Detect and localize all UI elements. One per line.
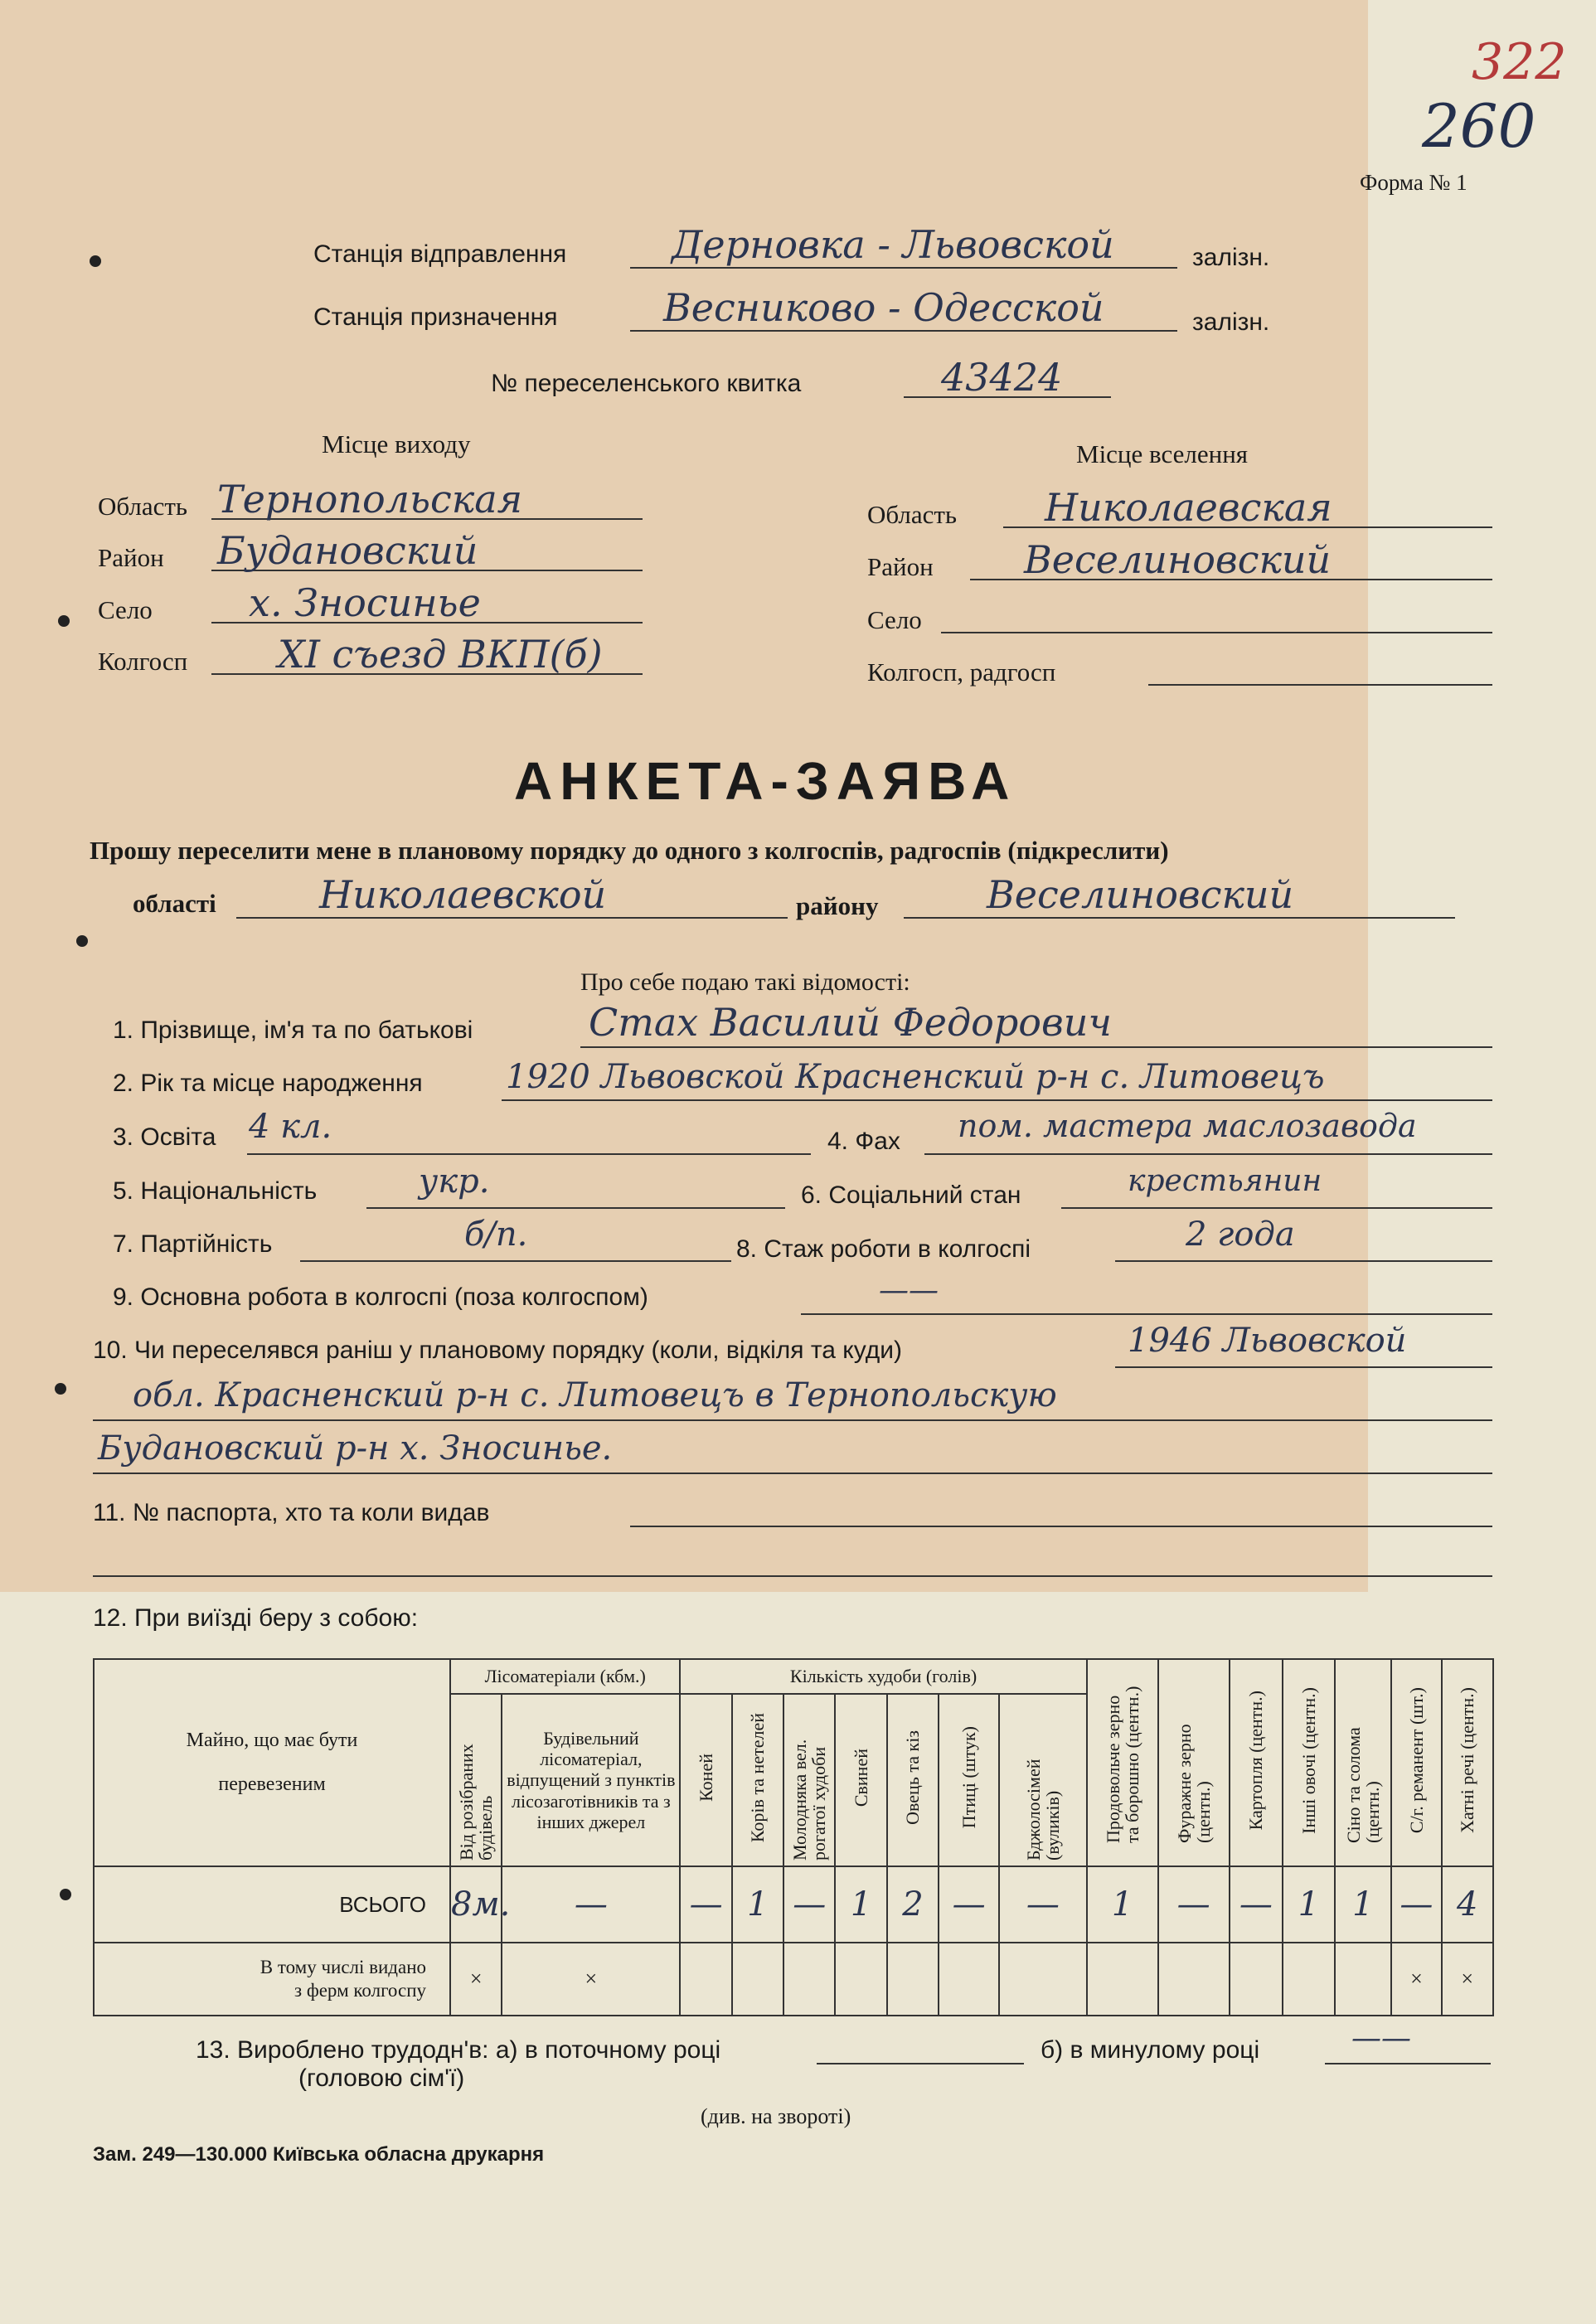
origin-region-label: Область (98, 492, 188, 521)
settlement-region-value: Николаевская (1045, 485, 1332, 530)
settlement-district-value: Веселиновский (1024, 537, 1332, 582)
q8-label: 8. Стаж роботи в колгоспі (736, 1235, 1031, 1263)
see-reverse: (див. на звороті) (701, 2104, 851, 2128)
q7-label: 7. Партійність (113, 1230, 273, 1258)
archive-number: 260 (1422, 91, 1536, 161)
printing-house: Зам. 249—130.000 Київська обласна друкарня (93, 2143, 545, 2166)
settlement-district-label: Район (867, 552, 934, 581)
origin-kolkhoz-label: Колгосп (98, 647, 188, 676)
col-food-grain: Продовольче зерно та борошно (центн.) (1102, 1686, 1142, 1843)
q1-label: 1. Прізвище, ім'я та по батькові (113, 1016, 473, 1044)
origin-village-value: х. Зносинье (249, 580, 481, 625)
table-cell: — (1158, 1866, 1230, 1943)
col-young-cattle: Молодняка вел. рогатої худоби (789, 1739, 830, 1861)
q4-label: 4. Фах (827, 1128, 900, 1155)
punch-hole (55, 1383, 66, 1395)
q13-sublabel: (головою сім'ї) (298, 2064, 465, 2092)
col-pigs: Свиней (851, 1748, 872, 1807)
q2-label: 2. Рік та місце народження (113, 1070, 423, 1097)
table-row-kolkhoz (94, 1943, 1493, 2016)
origin-region-value: Тернопольская (217, 477, 523, 522)
table-cell (1283, 1943, 1334, 2016)
table-cell: — (1391, 1866, 1441, 1943)
q5-label: 5. Національність (113, 1177, 318, 1205)
table-cell (939, 1943, 999, 2016)
col-horses: Коней (696, 1754, 717, 1802)
table-cell (1335, 1943, 1392, 2016)
q3-label: 3. Освіта (113, 1123, 216, 1151)
col-vegetables: Інші овочі (центн.) (1298, 1686, 1319, 1834)
origin-district-value: Будановский (217, 528, 478, 573)
col-building-timber: Будівельний лісоматеріал, відпущений з пунктів лісозаготівників та з інших джерел (502, 1694, 680, 1866)
settlement-region-label: Область (867, 500, 958, 529)
table-cell (1158, 1943, 1230, 2016)
q10-value-line1: 1946 Львовской (1128, 1322, 1407, 1360)
settlement-kolkhoz-label: Колгосп, радгосп (867, 657, 1056, 687)
q6-label: 6. Соціальний стан (801, 1181, 1021, 1209)
col-hay: Сіно та солома (центн.) (1342, 1727, 1383, 1843)
q10-value-line3: Будановский р-н х. Зносинье. (98, 1429, 613, 1468)
origin-heading: Місце виходу (322, 429, 471, 458)
q2-value: 1920 Львовской Красненский р-н с. Литовецъ (506, 1058, 1325, 1096)
table-cell: — (939, 1866, 999, 1943)
table-cell (783, 1943, 835, 2016)
q13-previous-label: б) в минулому році (1041, 2036, 1260, 2064)
table-cell: 1 (835, 1866, 886, 1943)
request-text: Прошу переселити мене в плановому порядку до одного з колгоспів, радгоспів (підкреслити) (90, 836, 1169, 865)
col-dismantled: Від розібраних будівель (456, 1744, 497, 1861)
ticket-number-value: 43424 (941, 355, 1063, 400)
departure-station-label: Станція відправлення (313, 240, 567, 268)
q6-value: крестьянин (1128, 1164, 1322, 1198)
table-cell (680, 1943, 731, 2016)
table-cell: 8м. (450, 1866, 502, 1943)
table-cell (835, 1943, 886, 2016)
col-household: Хатні речі (центн.) (1457, 1687, 1478, 1833)
table-cell: × (502, 1943, 680, 2016)
settlement-heading: Місце вселення (1076, 439, 1249, 468)
table-cell: 2 (887, 1866, 939, 1943)
table-cell: × (1391, 1943, 1441, 2016)
q13-previous-value: —— (1351, 2021, 1411, 2055)
q5-value: укр. (419, 1162, 490, 1201)
info-intro: Про себе подаю такі відомості: (580, 968, 910, 996)
belongings-table (93, 1658, 1494, 2016)
destination-station-value: Весниково - Одесской (663, 285, 1104, 330)
table-cell (732, 1943, 783, 2016)
q10-label: 10. Чи переселявся раніш у плановому порядку (коли, відкіля та куди) (93, 1337, 903, 1364)
q7-value: б/п. (464, 1215, 528, 1254)
punch-hole (60, 1889, 71, 1900)
table-cell: — (502, 1866, 680, 1943)
col-property: Майно, що має бути перевезеним (94, 1659, 450, 1866)
origin-village-label: Село (98, 595, 153, 624)
table-cell (1230, 1943, 1283, 2016)
request-district-label: району (796, 891, 879, 920)
table-cell: — (783, 1866, 835, 1943)
row-kolkhoz-label: В тому числі видано з ферм колгоспу (94, 1943, 450, 2016)
table-cell: — (680, 1866, 731, 1943)
q3-value: 4 кл. (249, 1108, 332, 1146)
railway-suffix: залізн. (1192, 308, 1270, 336)
col-group-timber: Лісоматеріали (кбм.) (450, 1659, 680, 1694)
request-region-label: області (133, 889, 216, 918)
table-cell: — (1230, 1866, 1283, 1943)
origin-kolkhoz-value: XI съезд ВКП(б) (278, 632, 603, 677)
q12-label: 12. При виїзді беру з собою: (93, 1604, 419, 1632)
table-cell: — (999, 1866, 1086, 1943)
col-farm-tools: С/г. реманент (шт.) (1405, 1686, 1427, 1834)
col-sheep: Овець та кіз (902, 1730, 924, 1825)
punch-hole (76, 935, 88, 947)
punch-hole (90, 255, 101, 267)
table-cell: × (1442, 1943, 1494, 2016)
row-total-label: ВСЬОГО (94, 1866, 450, 1943)
col-cows: Корів та нетелей (747, 1712, 769, 1843)
q8-value: 2 года (1186, 1215, 1295, 1254)
q1-value: Стах Василий Федорович (589, 1000, 1112, 1045)
request-region-value: Николаевской (319, 872, 607, 917)
ticket-number-label: № переселенського квитка (491, 370, 802, 397)
q10-value-line2: обл. Красненский р-н с. Литовецъ в Тернопольскую (133, 1376, 1057, 1414)
archive-number-red: 322 (1472, 33, 1567, 91)
table-row-total (94, 1866, 1493, 1943)
table-cell: 1 (1335, 1866, 1392, 1943)
q9-label: 9. Основна робота в колгоспі (поза колгоспом) (113, 1283, 648, 1311)
form-number: Форма № 1 (1360, 170, 1467, 195)
q9-value: —— (879, 1274, 939, 1308)
table-cell (1087, 1943, 1158, 2016)
col-group-livestock: Кількість худоби (голів) (680, 1659, 1086, 1694)
settlement-village-label: Село (867, 605, 922, 634)
table-cell: 1 (732, 1866, 783, 1943)
q4-value: пом. мастера маслозавода (958, 1108, 1417, 1144)
col-fodder-grain: Фуражне зерно (центн.) (1173, 1724, 1214, 1843)
q11-label: 11. № паспорта, хто та коли видав (93, 1499, 490, 1526)
table-cell: 4 (1442, 1866, 1494, 1943)
table-cell: × (450, 1943, 502, 2016)
departure-station-value: Дерновка - Львовской (672, 222, 1114, 267)
railway-suffix: залізн. (1192, 244, 1270, 271)
table-cell: 1 (1087, 1866, 1158, 1943)
origin-district-label: Район (98, 543, 164, 572)
table-cell (887, 1943, 939, 2016)
document-title: АНКЕТА-ЗАЯВА (514, 751, 1017, 811)
punch-hole (58, 615, 70, 627)
destination-station-label: Станція призначення (313, 303, 558, 331)
col-poultry: Птиці (штук) (958, 1726, 980, 1829)
col-bees: Бджолосімей (вуликів) (1022, 1759, 1063, 1861)
table-cell (999, 1943, 1086, 2016)
col-potatoes: Картопля (центн.) (1245, 1690, 1267, 1831)
request-district-value: Веселиновский (987, 872, 1294, 917)
table-cell: 1 (1283, 1866, 1334, 1943)
q13-label: 13. Вироблено трудодн'в: а) в поточному році (196, 2036, 721, 2064)
